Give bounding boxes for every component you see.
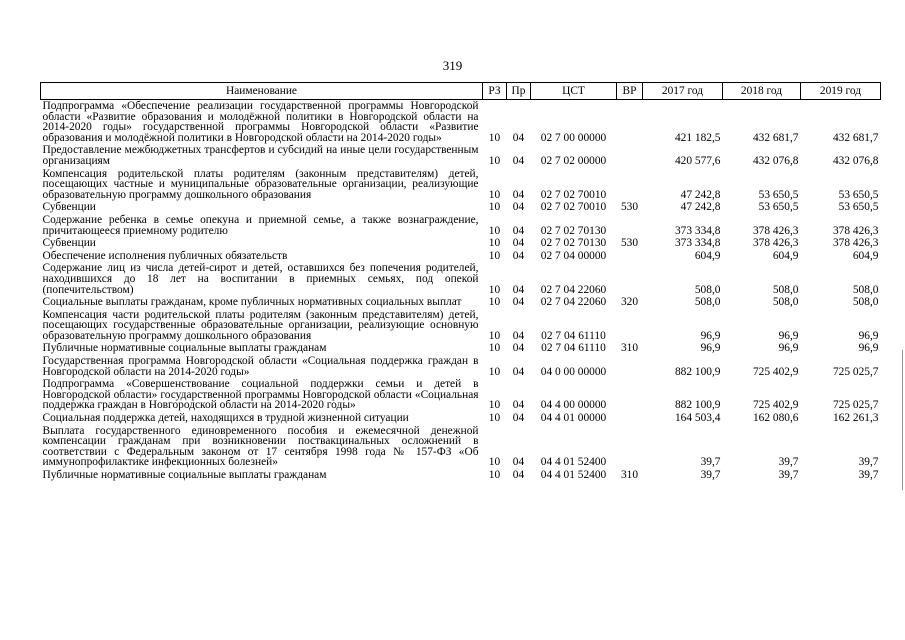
row-rz-cell: 10 [488,283,501,296]
row-pr-cell: 04 [512,131,525,144]
row-name-cell: Содержание лиц из числа детей-сирот и детей, оставшихся без попечения родителей, находившихся до 18 лет на воспитании в приемных семьях, под опекой (попечительством) [42,262,479,296]
row-name-cell: Содержание ребенка в семье опекуна и приемной семье, а также вознаграждение, причитающееся приемному родителю [42,213,479,237]
row-2017-cell: 96,9 [700,329,721,342]
row-vr-cell [617,144,643,167]
row-2019-cell: 604,9 [852,249,879,262]
row-2019-cell: 96,9 [858,329,879,342]
row-pr-cell: 04 [512,329,525,342]
row-name-cell: Подпрограмма «Обеспечение реализации государственной программы Новгородской области «Развитие образования и молодёжной политики в Новгородской области на 2014-2020 годы» государственной программы Новгородской области «Развитие образования и молодёжной политики в Новгородской области на 2014-2020 годы» [42,100,479,144]
row-cst-cell: 02 7 02 70010 [540,201,607,214]
row-2018-cell: 508,0 [772,283,799,296]
row-cst-cell: 02 7 04 22060 [540,283,607,296]
header-2018: 2018 год [723,83,801,100]
row-rz-cell: 10 [488,456,501,469]
row-2019-cell: 53 650,5 [838,201,879,214]
row-2018-cell: 378 426,3 [752,237,799,250]
header-name: Наименование [41,83,483,100]
row-2018-cell: 39,7 [778,469,799,481]
row-vr-cell [617,100,643,145]
row-2018-cell: 508,0 [772,296,799,309]
row-rz-cell: 10 [488,469,501,481]
row-rz-cell: 10 [488,201,501,214]
row-2019-cell: 39,7 [858,456,879,469]
row-vr-cell [617,250,643,263]
row-vr-cell [617,262,643,296]
table-row [41,250,881,263]
table-row [41,237,881,250]
row-2017-cell: 164 503,4 [674,412,721,425]
table-row [41,296,881,309]
row-pr-cell: 04 [512,249,525,262]
row-2018-cell: 162 080,6 [752,412,799,425]
row-2019-cell: 725 025,7 [832,365,879,378]
row-pr-cell: 04 [512,201,525,214]
row-2017-cell: 373 334,8 [674,237,721,250]
row-2019-cell: 508,0 [852,296,879,309]
row-cst-cell: 02 7 04 61110 [541,329,606,342]
table-row [41,412,881,425]
row-vr-cell: 530 [620,201,639,214]
table-row [41,201,881,214]
row-2017-cell: 882 100,9 [674,399,721,412]
row-2017-cell: 882 100,9 [674,365,721,378]
table-row [41,378,881,412]
row-cst-cell: 04 4 01 00000 [540,412,607,425]
table-row [41,168,881,202]
row-name-cell: Субвенции [42,201,96,214]
row-pr-cell: 04 [512,188,525,201]
row-2018-cell: 725 402,9 [752,399,799,412]
row-2017-cell: 373 334,8 [674,224,721,237]
row-rz-cell: 10 [488,296,501,309]
row-pr-cell: 04 [512,283,525,296]
row-cst-cell: 02 7 04 22060 [540,296,607,309]
row-vr-cell [617,214,643,237]
row-2019-cell: 432 076,8 [832,154,879,167]
row-rz-cell: 10 [488,237,501,250]
header-vr: ВР [617,83,643,100]
row-cst-cell: 02 7 02 70130 [540,237,607,250]
row-vr-cell: 310 [620,469,639,481]
row-name-cell: Государственная программа Новгородской области «Социальная поддержка граждан в Новгородской области на 2014-2020 годы» [42,355,479,378]
row-rz-cell: 10 [488,365,501,378]
row-cst-cell: 02 7 04 00000 [540,249,607,262]
row-name-cell: Социальная поддержка детей, находящихся в трудной жизненной ситуации [42,412,409,425]
header-rz: РЗ [483,83,507,100]
row-name-cell: Субвенции [42,237,96,250]
row-2018-cell: 53 650,5 [758,201,799,214]
row-name-cell: Обеспечение исполнения публичных обязательств [42,249,288,262]
row-vr-cell [617,425,643,469]
row-name-cell: Подпрограмма «Совершенствование социальной поддержки семьи и детей в Новгородской области» государственной программы Новгородской области «Социальная поддержка граждан в Новгородской области на 2014-2020 годы» [42,378,479,412]
row-2017-cell: 604,9 [694,249,721,262]
row-2019-cell: 378 426,3 [832,237,879,250]
table-header-row [41,83,881,100]
row-name-cell: Выплата государственного единовременного пособия и ежемесячной денежной компенсации гражданам при возникновении поствакцинальных осложнений в соответствии с Федеральным законом от 17 сентября 1998 года № 157-ФЗ «Об иммунопрофилактике инфекционных болезней» [42,424,479,469]
row-rz-cell: 10 [488,342,501,355]
budget-table [40,82,881,482]
row-2017-cell: 421 182,5 [674,131,721,144]
row-rz-cell: 10 [488,154,501,167]
row-pr-cell: 04 [512,469,525,481]
row-2018-cell: 39,7 [778,456,799,469]
row-pr-cell: 04 [512,296,525,309]
row-pr-cell: 04 [512,456,525,469]
row-cst-cell: 04 4 00 00000 [540,399,607,412]
row-name-cell: Публичные нормативные социальные выплаты гражданам [42,342,327,355]
row-rz-cell: 10 [488,131,501,144]
row-pr-cell: 04 [512,399,525,412]
row-2017-cell: 96,9 [700,342,721,355]
row-name-cell: Социальные выплаты гражданам, кроме публичных нормативных социальных выплат [42,296,462,309]
row-pr-cell: 04 [512,342,525,355]
row-2017-cell: 47 242,8 [680,201,721,214]
row-vr-cell [617,355,643,378]
row-2019-cell: 162 261,3 [832,412,879,425]
table-row [41,262,881,296]
row-rz-cell: 10 [488,224,501,237]
row-name-cell: Компенсация части родительской платы родителям (законным представителям) детей, посещающих государственные образовательные организации, реализующие основную образовательную программу дошкольного образования [42,308,479,342]
row-2019-cell: 432 681,7 [832,131,879,144]
row-2018-cell: 432 681,7 [752,131,799,144]
row-2019-cell: 508,0 [852,283,879,296]
scan-edge-line [902,350,903,490]
row-2019-cell: 39,7 [858,469,879,481]
row-2018-cell: 725 402,9 [752,365,799,378]
row-cst-cell: 04 4 01 52400 [540,456,607,469]
table-row [41,214,881,237]
row-2017-cell: 39,7 [700,456,721,469]
row-2018-cell: 604,9 [772,249,799,262]
row-2018-cell: 96,9 [778,342,799,355]
row-cst-cell: 04 0 00 00000 [540,365,607,378]
row-rz-cell: 10 [488,412,501,425]
row-vr-cell: 530 [620,237,639,250]
row-rz-cell: 10 [488,399,501,412]
row-pr-cell: 04 [512,412,525,425]
row-vr-cell: 310 [620,342,639,355]
row-vr-cell [617,412,643,425]
row-2018-cell: 96,9 [778,329,799,342]
row-vr-cell [617,378,643,412]
row-2019-cell: 53 650,5 [838,188,879,201]
row-2019-cell: 725 025,7 [832,399,879,412]
row-name-cell: Публичные нормативные социальные выплаты гражданам [42,469,327,481]
row-2018-cell: 432 076,8 [752,154,799,167]
table-row [41,342,881,355]
row-2019-cell: 96,9 [858,342,879,355]
row-name-cell: Компенсация родительской платы родителям (законным представителям) детей, посещающих частные и муниципальные образовательные организации, реализующие образовательную программу дошкольного образования [42,167,479,201]
header-cst: ЦСТ [531,83,617,100]
table-row [41,425,881,469]
row-2017-cell: 39,7 [700,469,721,481]
header-2017: 2017 год [643,83,723,100]
row-pr-cell: 04 [512,154,525,167]
row-cst-cell: 02 7 02 70010 [540,188,607,201]
row-rz-cell: 10 [488,188,501,201]
row-2017-cell: 420 577,6 [674,154,721,167]
row-pr-cell: 04 [512,365,525,378]
row-cst-cell: 04 4 01 52400 [540,469,607,481]
row-pr-cell: 04 [512,237,525,250]
table-row [41,355,881,378]
row-2018-cell: 378 426,3 [752,224,799,237]
row-rz-cell: 10 [488,249,501,262]
header-2019: 2019 год [801,83,881,100]
table-row [41,309,881,343]
row-2017-cell: 47 242,8 [680,188,721,201]
table-row [41,100,881,145]
row-cst-cell: 02 7 04 61110 [541,342,606,355]
row-name-cell: Предоставление межбюджетных трансфертов и субсидий на иные цели государственным организациям [42,144,479,167]
row-vr-cell [617,168,643,202]
row-cst-cell: 02 7 02 00000 [540,154,607,167]
row-vr-cell: 320 [620,296,639,309]
row-2017-cell: 508,0 [694,296,721,309]
row-cst-cell: 02 7 02 70130 [540,224,607,237]
table-row [41,144,881,167]
header-pr: Пр [507,83,531,100]
row-2017-cell: 508,0 [694,283,721,296]
row-rz-cell: 10 [488,329,501,342]
row-vr-cell [617,309,643,343]
row-pr-cell: 04 [512,224,525,237]
row-2019-cell: 378 426,3 [832,224,879,237]
page-number: 319 [442,58,463,73]
row-2018-cell: 53 650,5 [758,188,799,201]
row-cst-cell: 02 7 00 00000 [540,131,607,144]
table-row [41,469,881,482]
